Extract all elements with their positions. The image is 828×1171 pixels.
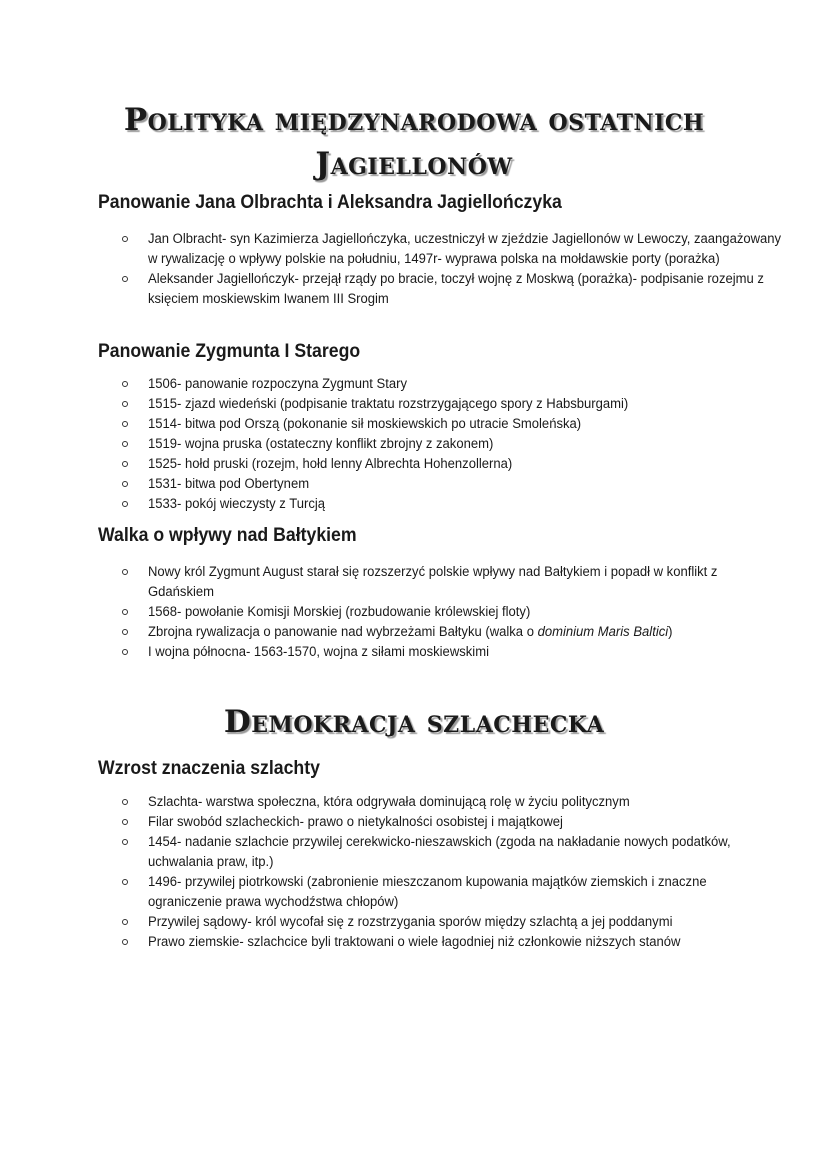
- section-title-demokracja: [0, 700, 828, 744]
- list-item: Aleksander Jagiellończyk- przejął rządy po bracie, toczył wojnę z Moskwą (porażka)- podpisanie rozejmu z księciem moskiewskim Iwanem III Srogim: [118, 269, 758, 309]
- list-item: Nowy król Zygmunt August starał się rozszerzyć polskie wpływy nad Bałtykiem i popadł w konflikt z Gdańskiem: [118, 562, 758, 602]
- list-item: Szlachta- warstwa społeczna, która odgrywała dominującą rolę w życiu politycznym: [118, 792, 758, 812]
- list-item: 1531- bitwa pod Obertynem: [118, 474, 758, 494]
- hollow-circle-bullet-icon: [122, 649, 128, 655]
- mixed-text: Zbrojna rywalizacja o panowanie nad wybrzeżami Bałtyku (walka o dominium Maris Baltici): [148, 624, 673, 640]
- italic-latin-term: dominium Maris Baltici: [537, 624, 669, 640]
- hollow-circle-bullet-icon: [122, 441, 128, 447]
- list-item: 1568- powołanie Komisji Morskiej (rozbudowanie królewskiej floty): [118, 602, 758, 622]
- title-line: Polityka międzynarodowa ostatnich: [123, 102, 705, 138]
- hollow-circle-bullet-icon: [122, 879, 128, 885]
- list-item: Filar swobód szlacheckich- prawo o nietykalności osobistej i majątkowej: [118, 812, 758, 832]
- hollow-circle-bullet-icon: [122, 609, 128, 615]
- list-item: Prawo ziemskie- szlachcice byli traktowani o wiele łagodniej niż członkowie niższych stanów: [118, 932, 758, 952]
- list-item: 1515- zjazd wiedeński (podpisanie traktatu rozstrzygającego spory z Habsburgami): [118, 394, 758, 414]
- list-item: 1454- nadanie szlachcie przywilej cerekwicko-nieszawskich (zgoda na nakładanie nowych podatków, uchwalania praw, itp.): [118, 832, 758, 872]
- list-item: [118, 622, 758, 642]
- hollow-circle-bullet-icon: [122, 819, 128, 825]
- bullet-list-baltyk: [118, 562, 758, 662]
- list-item: 1496- przywilej piotrkowski (zabronienie mieszczanom kupowania majątków ziemskich i znaczne ograniczenie prawa wychodźstwa chłopów): [118, 872, 758, 912]
- bullet-list-zygmunt-stary: [118, 374, 758, 514]
- hollow-circle-bullet-icon: [122, 501, 128, 507]
- title-line: Jagiellonów: [315, 146, 513, 182]
- bullet-list-olbracht: [118, 229, 782, 309]
- hollow-circle-bullet-icon: [122, 919, 128, 925]
- subsection-heading-zygmunt-stary: Panowanie Zygmunta I Starego: [98, 341, 361, 362]
- hollow-circle-bullet-icon: [122, 276, 128, 282]
- hollow-circle-bullet-icon: [122, 461, 128, 467]
- hollow-circle-bullet-icon: [122, 939, 128, 945]
- list-item: Przywilej sądowy- król wycofał się z rozstrzygania sporów między szlachtą a jej poddanymi: [118, 912, 758, 932]
- hollow-circle-bullet-icon: [122, 629, 128, 635]
- subsection-heading-olbracht: Panowanie Jana Olbrachta i Aleksandra Jagiellończyka: [98, 192, 562, 213]
- section-title-polityka: [0, 98, 828, 186]
- list-item: 1525- hołd pruski (rozejm, hołd lenny Albrechta Hohenzollerna): [118, 454, 758, 474]
- list-item: I wojna północna- 1563-1570, wojna z siłami moskiewskimi: [118, 642, 758, 662]
- bullet-list-szlachta: [118, 792, 758, 952]
- hollow-circle-bullet-icon: [122, 839, 128, 845]
- subsection-heading-szlachta: Wzrost znaczenia szlachty: [98, 758, 320, 779]
- hollow-circle-bullet-icon: [122, 481, 128, 487]
- subsection-heading-baltyk: Walka o wpływy nad Bałtykiem: [98, 525, 357, 546]
- hollow-circle-bullet-icon: [122, 381, 128, 387]
- title-line: Demokracja szlachecka: [223, 704, 605, 740]
- list-item: Jan Olbracht- syn Kazimierza Jagiellończyka, uczestniczył w zjeździe Jagiellonów w Lewoczy, zaangażowany w rywalizację o wpływy polskie na południu, 1497r- wyprawa polska na mołdawskie porty (porażka): [118, 229, 758, 269]
- hollow-circle-bullet-icon: [122, 569, 128, 575]
- list-item: 1506- panowanie rozpoczyna Zygmunt Stary: [118, 374, 758, 394]
- hollow-circle-bullet-icon: [122, 236, 128, 242]
- hollow-circle-bullet-icon: [122, 799, 128, 805]
- hollow-circle-bullet-icon: [122, 421, 128, 427]
- hollow-circle-bullet-icon: [122, 401, 128, 407]
- list-item: 1519- wojna pruska (ostateczny konflikt zbrojny z zakonem): [118, 434, 758, 454]
- list-item: 1514- bitwa pod Orszą (pokonanie sił moskiewskich po utracie Smoleńska): [118, 414, 758, 434]
- list-item: 1533- pokój wieczysty z Turcją: [118, 494, 758, 514]
